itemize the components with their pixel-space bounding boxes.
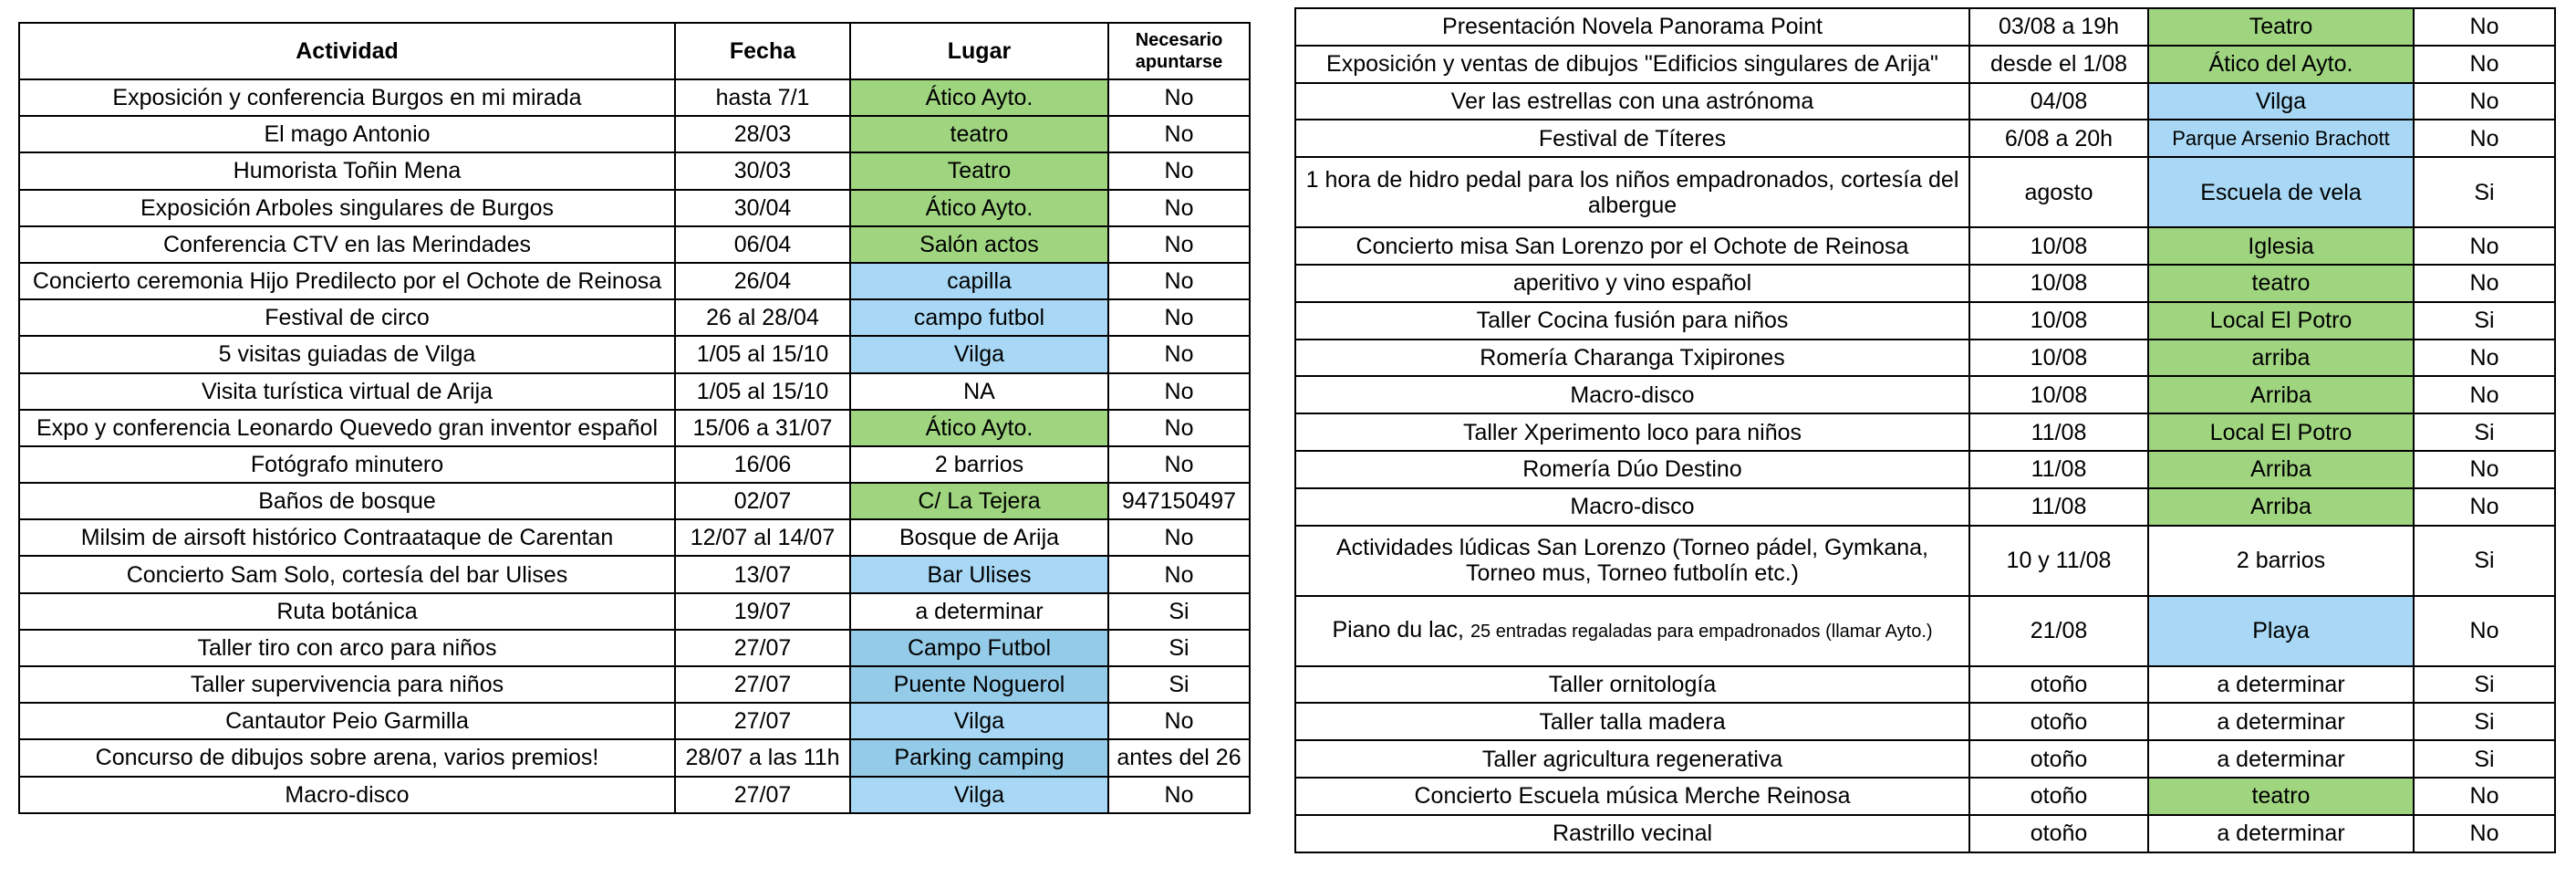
activities-table-right (1294, 7, 2556, 853)
table-row (1295, 740, 2555, 778)
signup-cell: No (1108, 777, 1250, 813)
date-cell: 19/07 (675, 593, 850, 630)
date-cell: 10/08 (1969, 227, 2148, 265)
activity-cell: Taller Xperimento loco para niños (1295, 413, 1969, 451)
table-row (1295, 46, 2555, 83)
signup-cell: No (2414, 778, 2555, 815)
place-cell: Bosque de Arija (850, 519, 1108, 556)
table-row (1295, 83, 2555, 120)
date-cell: 02/07 (675, 483, 850, 519)
activity-cell: Exposición y conferencia Burgos en mi mirada (19, 79, 675, 116)
header-necesario-apuntarse: Necesario apuntarse (1108, 23, 1250, 79)
table-row (19, 556, 1250, 592)
place-cell: Vilga (2148, 83, 2414, 120)
activity-cell: Expo y conferencia Leonardo Quevedo gran inventor español (19, 410, 675, 446)
place-cell: Teatro (2148, 8, 2414, 46)
date-cell: otoño (1969, 778, 2148, 815)
table-row (1295, 596, 2555, 666)
place-cell: arriba (2148, 340, 2414, 377)
place-cell: Local El Potro (2148, 302, 2414, 340)
activity-cell: Actividades lúdicas San Lorenzo (Torneo pádel, Gymkana, Torneo mus, Torneo futbolín etc.) (1295, 526, 1969, 596)
place-cell: NA (850, 373, 1108, 410)
table-row (19, 739, 1250, 776)
date-cell: otoño (1969, 740, 2148, 778)
place-cell: Teatro (850, 152, 1108, 189)
activity-cell: Concierto Escuela música Merche Reinosa (1295, 778, 1969, 815)
activity-cell: 1 hora de hidro pedal para los niños empadronados, cortesía del albergue (1295, 157, 1969, 227)
date-cell: otoño (1969, 703, 2148, 740)
activity-cell: aperitivo y vino español (1295, 265, 1969, 302)
activity-cell: Concierto misa San Lorenzo por el Ochote de Reinosa (1295, 227, 1969, 265)
signup-cell: No (1108, 299, 1250, 336)
activity-cell: Concierto ceremonia Hijo Predilecto por el Ochote de Reinosa (19, 263, 675, 299)
table-row (1295, 302, 2555, 340)
date-cell: 06/04 (675, 226, 850, 263)
table-row (19, 373, 1250, 410)
date-cell: 30/04 (675, 190, 850, 226)
date-cell: 6/08 a 20h (1969, 120, 2148, 157)
table-row (19, 666, 1250, 703)
signup-cell: Si (1108, 630, 1250, 666)
table-row (1295, 157, 2555, 227)
date-cell: agosto (1969, 157, 2148, 227)
signup-cell: No (1108, 226, 1250, 263)
activity-cell: Macro-disco (1295, 488, 1969, 526)
table-row (19, 336, 1250, 372)
activity-cell: 5 visitas guiadas de Vilga (19, 336, 675, 372)
place-cell: Ático Ayto. (850, 190, 1108, 226)
activity-cell: Festival de circo (19, 299, 675, 336)
activity-cell: Romería Charanga Txipirones (1295, 340, 1969, 377)
date-cell: 30/03 (675, 152, 850, 189)
activity-cell: Taller talla madera (1295, 703, 1969, 740)
table-row (19, 116, 1250, 152)
signup-cell: antes del 26 (1108, 739, 1250, 776)
table-row (19, 519, 1250, 556)
place-cell: a determinar (2148, 666, 2414, 704)
activity-cell: Presentación Novela Panorama Point (1295, 8, 1969, 46)
date-cell: 1/05 al 15/10 (675, 373, 850, 410)
place-cell: Salón actos (850, 226, 1108, 263)
table-row (19, 190, 1250, 226)
activity-cell: Concurso de dibujos sobre arena, varios premios! (19, 739, 675, 776)
signup-cell: No (1108, 116, 1250, 152)
signup-cell: Si (2414, 703, 2555, 740)
signup-cell: No (1108, 190, 1250, 226)
signup-cell: No (1108, 263, 1250, 299)
header-actividad: Actividad (19, 23, 675, 79)
place-cell: Parque Arsenio Brachott (2148, 120, 2414, 157)
activity-cell: Conferencia CTV en las Merindades (19, 226, 675, 263)
table-row (1295, 120, 2555, 157)
activities-table-left (18, 22, 1251, 814)
signup-cell: Si (2414, 302, 2555, 340)
signup-cell: No (2414, 83, 2555, 120)
place-cell: Ático Ayto. (850, 410, 1108, 446)
header-lugar: Lugar (850, 23, 1108, 79)
activity-cell: Macro-disco (1295, 376, 1969, 413)
activity-note: 25 entradas regaladas para empadronados (llamar Ayto.) (1470, 622, 1933, 643)
place-cell: Escuela de vela (2148, 157, 2414, 227)
place-cell: teatro (2148, 265, 2414, 302)
signup-cell: No (2414, 8, 2555, 46)
place-cell: a determinar (2148, 740, 2414, 778)
signup-cell: No (1108, 336, 1250, 372)
signup-cell: Si (2414, 413, 2555, 451)
place-cell: Local El Potro (2148, 413, 2414, 451)
signup-cell: No (2414, 376, 2555, 413)
activity-cell: Romería Dúo Destino (1295, 451, 1969, 488)
date-cell: 27/07 (675, 630, 850, 666)
date-cell: 11/08 (1969, 451, 2148, 488)
date-cell: 27/07 (675, 777, 850, 813)
place-cell: Bar Ulises (850, 556, 1108, 592)
table-row (1295, 340, 2555, 377)
activity-cell: Ruta botánica (19, 593, 675, 630)
signup-cell: No (1108, 703, 1250, 739)
signup-cell: Si (2414, 526, 2555, 596)
activity-cell: Cantautor Peio Garmilla (19, 703, 675, 739)
table-row (19, 703, 1250, 739)
signup-cell: No (2414, 46, 2555, 83)
table-row (1295, 227, 2555, 265)
signup-cell: No (2414, 227, 2555, 265)
date-cell: 15/06 a 31/07 (675, 410, 850, 446)
date-cell: 1/05 al 15/10 (675, 336, 850, 372)
signup-cell: No (1108, 152, 1250, 189)
place-cell: Ático del Ayto. (2148, 46, 2414, 83)
signup-cell: Si (1108, 593, 1250, 630)
table-row (19, 630, 1250, 666)
activity-cell: El mago Antonio (19, 116, 675, 152)
activity-cell: Baños de bosque (19, 483, 675, 519)
date-cell: 11/08 (1969, 488, 2148, 526)
place-cell: a determinar (2148, 815, 2414, 852)
activity-cell: Taller Cocina fusión para niños (1295, 302, 1969, 340)
date-cell: hasta 7/1 (675, 79, 850, 116)
table-row (19, 410, 1250, 446)
date-cell: 10/08 (1969, 302, 2148, 340)
place-cell: Ático Ayto. (850, 79, 1108, 116)
table-row (1295, 451, 2555, 488)
place-cell: Arriba (2148, 488, 2414, 526)
signup-cell: No (2414, 340, 2555, 377)
date-cell: 10/08 (1969, 265, 2148, 302)
date-cell: 12/07 al 14/07 (675, 519, 850, 556)
activity-cell: Ver las estrellas con una astrónoma (1295, 83, 1969, 120)
signup-cell: No (1108, 373, 1250, 410)
place-cell: Iglesia (2148, 227, 2414, 265)
signup-cell: No (2414, 265, 2555, 302)
table-row (19, 299, 1250, 336)
table-row (1295, 488, 2555, 526)
signup-cell: Si (2414, 157, 2555, 227)
activity-cell: Milsim de airsoft histórico Contraataque de Carentan (19, 519, 675, 556)
place-cell: Vilga (850, 777, 1108, 813)
signup-cell: No (2414, 488, 2555, 526)
table-row (19, 226, 1250, 263)
activity-cell: Taller agricultura regenerativa (1295, 740, 1969, 778)
date-cell: 28/03 (675, 116, 850, 152)
activity-cell: Exposición y ventas de dibujos "Edificios singulares de Arija" (1295, 46, 1969, 83)
place-cell: C/ La Tejera (850, 483, 1108, 519)
place-cell: Parking camping (850, 739, 1108, 776)
table-row (1295, 666, 2555, 704)
date-cell: 13/07 (675, 556, 850, 592)
activity-cell: Humorista Toñin Mena (19, 152, 675, 189)
table-row (1295, 815, 2555, 852)
activity-cell: Taller ornitología (1295, 666, 1969, 704)
date-cell: 04/08 (1969, 83, 2148, 120)
date-cell: desde el 1/08 (1969, 46, 2148, 83)
signup-cell: No (2414, 815, 2555, 852)
signup-cell: No (2414, 120, 2555, 157)
signup-cell: No (2414, 451, 2555, 488)
activity-cell: Concierto Sam Solo, cortesía del bar Ulises (19, 556, 675, 592)
date-cell: 10 y 11/08 (1969, 526, 2148, 596)
place-cell: Puente Noguerol (850, 666, 1108, 703)
table-row (19, 483, 1250, 519)
date-cell: 11/08 (1969, 413, 2148, 451)
date-cell: 16/06 (675, 446, 850, 483)
signup-cell: Si (2414, 666, 2555, 704)
signup-cell: No (1108, 519, 1250, 556)
activity-cell: Visita turística virtual de Arija (19, 373, 675, 410)
place-cell: a determinar (2148, 703, 2414, 740)
date-cell: 26/04 (675, 263, 850, 299)
table-row (19, 593, 1250, 630)
table-row (19, 152, 1250, 189)
date-cell: 28/07 a las 11h (675, 739, 850, 776)
place-cell: campo futbol (850, 299, 1108, 336)
date-cell: 27/07 (675, 703, 850, 739)
table-row (1295, 376, 2555, 413)
activity-cell: Macro-disco (19, 777, 675, 813)
place-cell: Campo Futbol (850, 630, 1108, 666)
date-cell: 26 al 28/04 (675, 299, 850, 336)
table-row (1295, 526, 2555, 596)
date-cell: 27/07 (675, 666, 850, 703)
signup-cell: Si (2414, 740, 2555, 778)
signup-cell: No (1108, 446, 1250, 483)
signup-cell: Si (1108, 666, 1250, 703)
activity-cell: Taller supervivencia para niños (19, 666, 675, 703)
place-cell: Vilga (850, 703, 1108, 739)
activity-cell: Festival de Títeres (1295, 120, 1969, 157)
activity-cell: Fotógrafo minutero (19, 446, 675, 483)
place-cell: Arriba (2148, 451, 2414, 488)
activity-cell (1295, 596, 1969, 666)
activity-cell: Exposición Arboles singulares de Burgos (19, 190, 675, 226)
signup-cell: No (1108, 410, 1250, 446)
date-cell: 21/08 (1969, 596, 2148, 666)
place-cell: Playa (2148, 596, 2414, 666)
activity-title: Piano du lac, (1332, 617, 1464, 643)
signup-cell: No (1108, 79, 1250, 116)
signup-cell: 947150497 (1108, 483, 1250, 519)
place-cell: 2 barrios (2148, 526, 2414, 596)
table-row (19, 446, 1250, 483)
date-cell: otoño (1969, 815, 2148, 852)
table-header-row (19, 23, 1250, 79)
date-cell: 03/08 a 19h (1969, 8, 2148, 46)
table-row (1295, 265, 2555, 302)
table-row (19, 777, 1250, 813)
place-cell: capilla (850, 263, 1108, 299)
activity-cell: Rastrillo vecinal (1295, 815, 1969, 852)
place-cell: a determinar (850, 593, 1108, 630)
place-cell: teatro (850, 116, 1108, 152)
date-cell: otoño (1969, 666, 2148, 704)
signup-cell: No (2414, 596, 2555, 666)
signup-cell: No (1108, 556, 1250, 592)
table-row (1295, 8, 2555, 46)
place-cell: Arriba (2148, 376, 2414, 413)
activity-cell: Taller tiro con arco para niños (19, 630, 675, 666)
date-cell: 10/08 (1969, 376, 2148, 413)
table-row (1295, 703, 2555, 740)
place-cell: Vilga (850, 336, 1108, 372)
place-cell: teatro (2148, 778, 2414, 815)
table-row (1295, 778, 2555, 815)
table-row (1295, 413, 2555, 451)
place-cell: 2 barrios (850, 446, 1108, 483)
date-cell: 10/08 (1969, 340, 2148, 377)
table-row (19, 263, 1250, 299)
header-fecha: Fecha (675, 23, 850, 79)
table-row (19, 79, 1250, 116)
